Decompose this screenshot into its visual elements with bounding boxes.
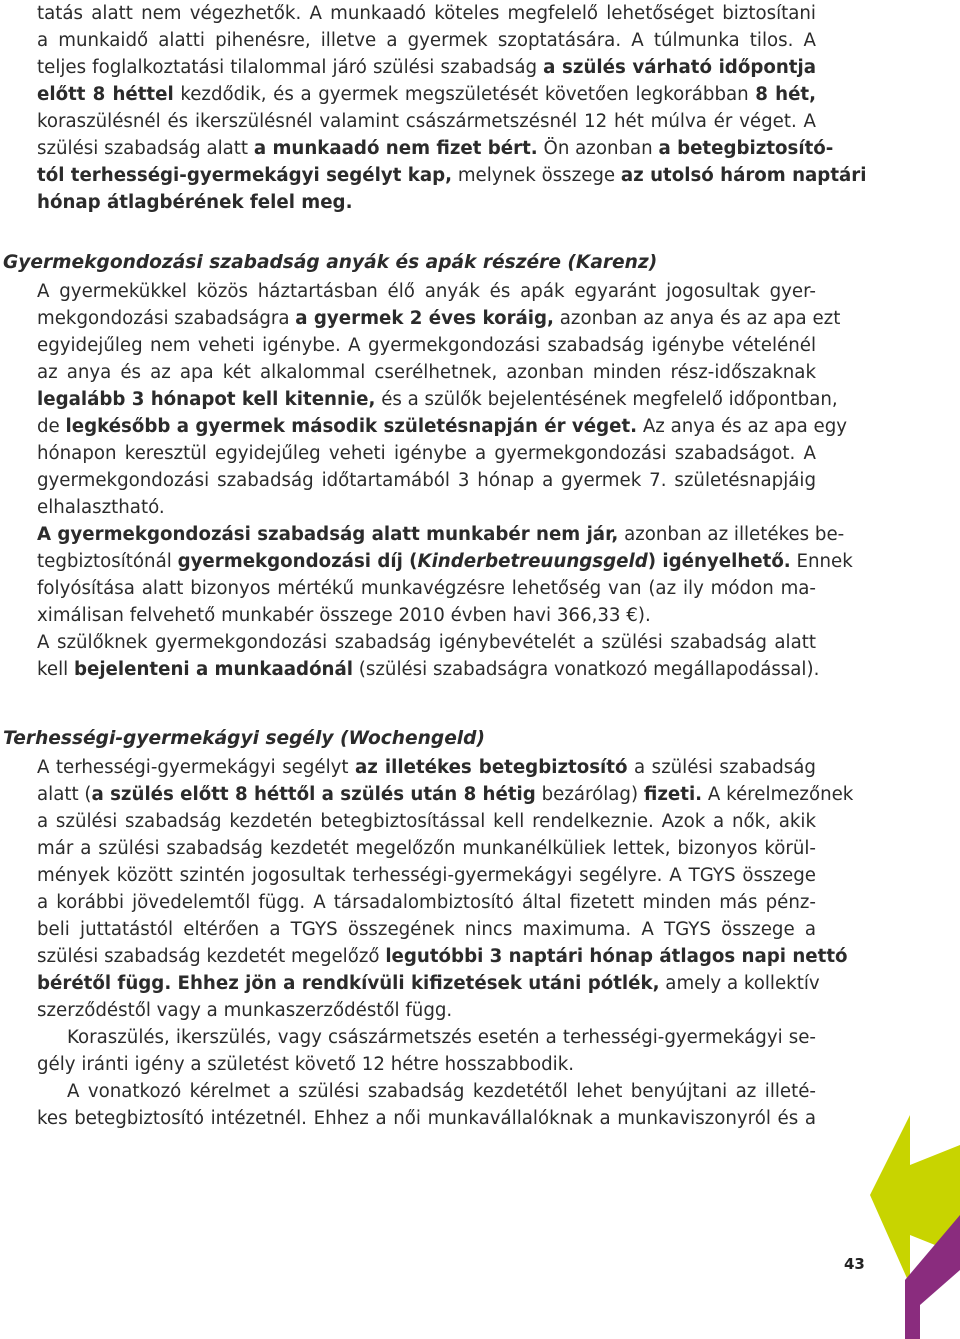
bold-span: a gyermek 2 éves koráig, [295,308,554,329]
text-line [37,413,848,440]
text-span: kezdődik, és a gyermek megszületését követően legkorábban [173,84,756,105]
bold-span: tól terhességi-gyermekágyi segélyt kap, [37,165,453,186]
text-span: azonban az anya és az apa ezt [553,308,841,329]
text-span: (szülési szabadságra vonatkozó megállapodással). [353,659,820,680]
text-line [37,135,834,162]
text-line [37,108,816,135]
text-span: kell [37,659,74,680]
text-line [37,808,816,835]
paragraph-maternity-allowance [37,754,854,1132]
bold-span: gyermekgondozási díj ( [177,551,418,572]
text-line [37,494,816,521]
text-span: beli juttatástól eltérően a TGYS összegének nincs maximuma. A TGYS összege a [37,919,816,940]
text-span: gély iránti igény a születést követő 12 hétre hosszabbodik. [37,1054,575,1075]
bold-span: legutóbbi 3 naptári hónap átlagos napi nettó [385,946,848,967]
bold-span: a szülés előtt 8 héttől a szülés után 8 hétig [91,784,536,805]
text-span: Koraszülés, ikerszülés, vagy császármetszés esetén a terhességi-gyermekágyi se- [67,1027,816,1048]
text-span: az anya és az apa két alkalommal cserélhetnek, azonban minden rész-időszaknak [37,362,816,383]
bold-span: fizeti. [643,784,703,805]
section-heading-karenz: Gyermekgondozási szabadság anyák és apák részére (Karenz) [3,252,658,273]
bold-span: a munkaadó nem fizet bért. [253,138,538,159]
text-line [37,781,854,808]
text-span: A gyermekükkel közös háztartásban élő anyák és apák egyaránt jogosultak gyer- [37,281,816,302]
page-number: 43 [844,1255,865,1273]
text-line [37,332,816,359]
text-span: Az anya és az apa egy [637,416,848,437]
text-span: ximálisan felvehető munkabér összege 2010 évben havi 366,33 €). [37,605,651,626]
text-span: hónapon keresztül egyidejűleg veheti igénybe a gyermekgondozási szabadságot. A [37,443,816,464]
text-line [37,521,845,548]
text-line [37,386,838,413]
text-span: amely a kollektív [659,973,820,994]
text-span: Ennek [790,551,853,572]
text-span: mekgondozási szabadságra [37,308,296,329]
text-span: A vonatkozó kérelmet a szülési szabadság kezdetétől lehet benyújtani az illeté- [67,1081,816,1102]
text-line [37,862,816,889]
bold-span: hónap átlagbérének felel meg. [37,192,353,213]
text-span: azonban az illetékes be- [618,524,845,545]
text-span: egyidejűleg nem veheti igénybe. A gyermekgondozási szabadság igénybe vételénél [37,335,816,356]
text-span: A kérelmezőnek [702,784,854,805]
bold-span: 8 hét, [755,84,817,105]
text-span: Ön azonban [537,138,659,159]
text-span: a szülési szabadság kezdetén betegbiztosítással kell rendelkeznie. Azok a nők, akik [37,811,816,832]
text-span: tatás alatt nem végezhetők. A munkaadó köteles megfelelő lehetőséget biztosítani [37,3,816,24]
paragraph-childcare-leave [37,278,853,683]
text-line [37,1078,816,1105]
corner-arrow-decoration [870,1105,960,1339]
text-line [37,162,867,189]
text-line [37,835,816,862]
bold-span: bérétől függ. Ehhez jön a rendkívüli kifizetések utáni pótlék, [37,973,660,994]
text-span: szerződéstől vagy a munkaszerződéstől függ. [37,1000,453,1021]
text-line [37,27,816,54]
text-span: szülési szabadság alatt [37,138,254,159]
text-span: már a szülési szabadság kezdetét megelőzőn munkanélküliek lettek, bizonyos körül- [37,838,816,859]
text-span: A szülőknek gyermekgondozási szabadság igénybevételét a szülési szabadság alatt [37,632,816,653]
text-line [37,359,816,386]
text-line [37,575,816,602]
text-line [37,278,816,305]
text-line [37,305,841,332]
bold-span: a betegbiztosító- [658,138,834,159]
bold-span: az utolsó három naptári [620,165,867,186]
text-span: folyósítása alatt bizonyos mértékű munkavégzésre lehetőség van (az ily módon ma- [37,578,816,599]
bold-span: előtt 8 héttel [37,84,174,105]
text-line [37,0,816,27]
text-line [37,754,816,781]
text-span: koraszülésnél és ikerszülésnél valamint császármetszésnél 12 hét múlva ér véget. A [37,111,816,132]
bold-span: legalább 3 hónapot kell kitennie, [37,389,376,410]
text-span: a munkaidő alatti pihenésre, illetve a gyermek szoptatására. A túlmunka tilos. A [37,30,816,51]
bold-span: az illetékes betegbiztosító [355,757,628,778]
text-span: bezárólag) [535,784,644,805]
bold-span: legkésőbb a gyermek második születésnapján ér véget. [65,416,638,437]
text-span: kes betegbiztosító intézetnél. Ehhez a női munkavállalóknak a munkaviszonyról és a [37,1108,816,1129]
bold-span: ) igényelhető. [647,551,791,572]
text-line [37,467,816,494]
bold-span: A gyermekgondozási szabadság alatt munkabér nem jár, [37,524,619,545]
paragraph-maternity-leave [37,0,867,216]
text-line [37,629,816,656]
text-span: alatt ( [37,784,92,805]
text-line [37,54,816,81]
text-span: tegbiztosítónál [37,551,178,572]
text-span: teljes foglalkoztatási tilalommal járó szülési szabadság [37,57,544,78]
text-span: elhalasztható. [37,497,165,518]
text-line [37,189,816,216]
text-line [37,916,816,943]
bold-italic-span: Kinderbetreuungsgeld [417,551,648,572]
section-heading-wochengeld: Terhességi-gyermekágyi segély (Wochengeld) [3,728,485,749]
text-line [37,889,816,916]
text-line [37,602,816,629]
text-span: a korábbi jövedelemtől függ. A társadalombiztosító által fizetett minden más pénz- [37,892,816,913]
text-span: melynek összege [452,165,621,186]
bold-span: bejelenteni a munkaadónál [73,659,354,680]
text-span: és a szülők bejelentésének megfelelő időpontban, [375,389,838,410]
text-line [37,1105,816,1132]
text-span: gyermekgondozási szabadság időtartamából 3 hónap a gyermek 7. születésnapjáig [37,470,816,491]
text-span: a szülési szabadság [627,757,816,778]
text-span: szülési szabadság kezdetét megelőző [37,946,386,967]
text-line [37,656,820,683]
text-line [37,943,848,970]
text-line [37,81,816,108]
text-span: A terhességi-gyermekágyi segélyt [37,757,356,778]
text-line [37,548,853,575]
text-line [37,997,816,1024]
text-line [37,1024,816,1051]
text-span: de [37,416,66,437]
text-span: mények között szintén jogosultak terhességi-gyermekágyi segélyre. A TGYS összege [37,865,816,886]
bold-span: a szülés várható időpontja [543,57,816,78]
text-line [37,970,820,997]
text-line [37,440,816,467]
text-line [37,1051,816,1078]
